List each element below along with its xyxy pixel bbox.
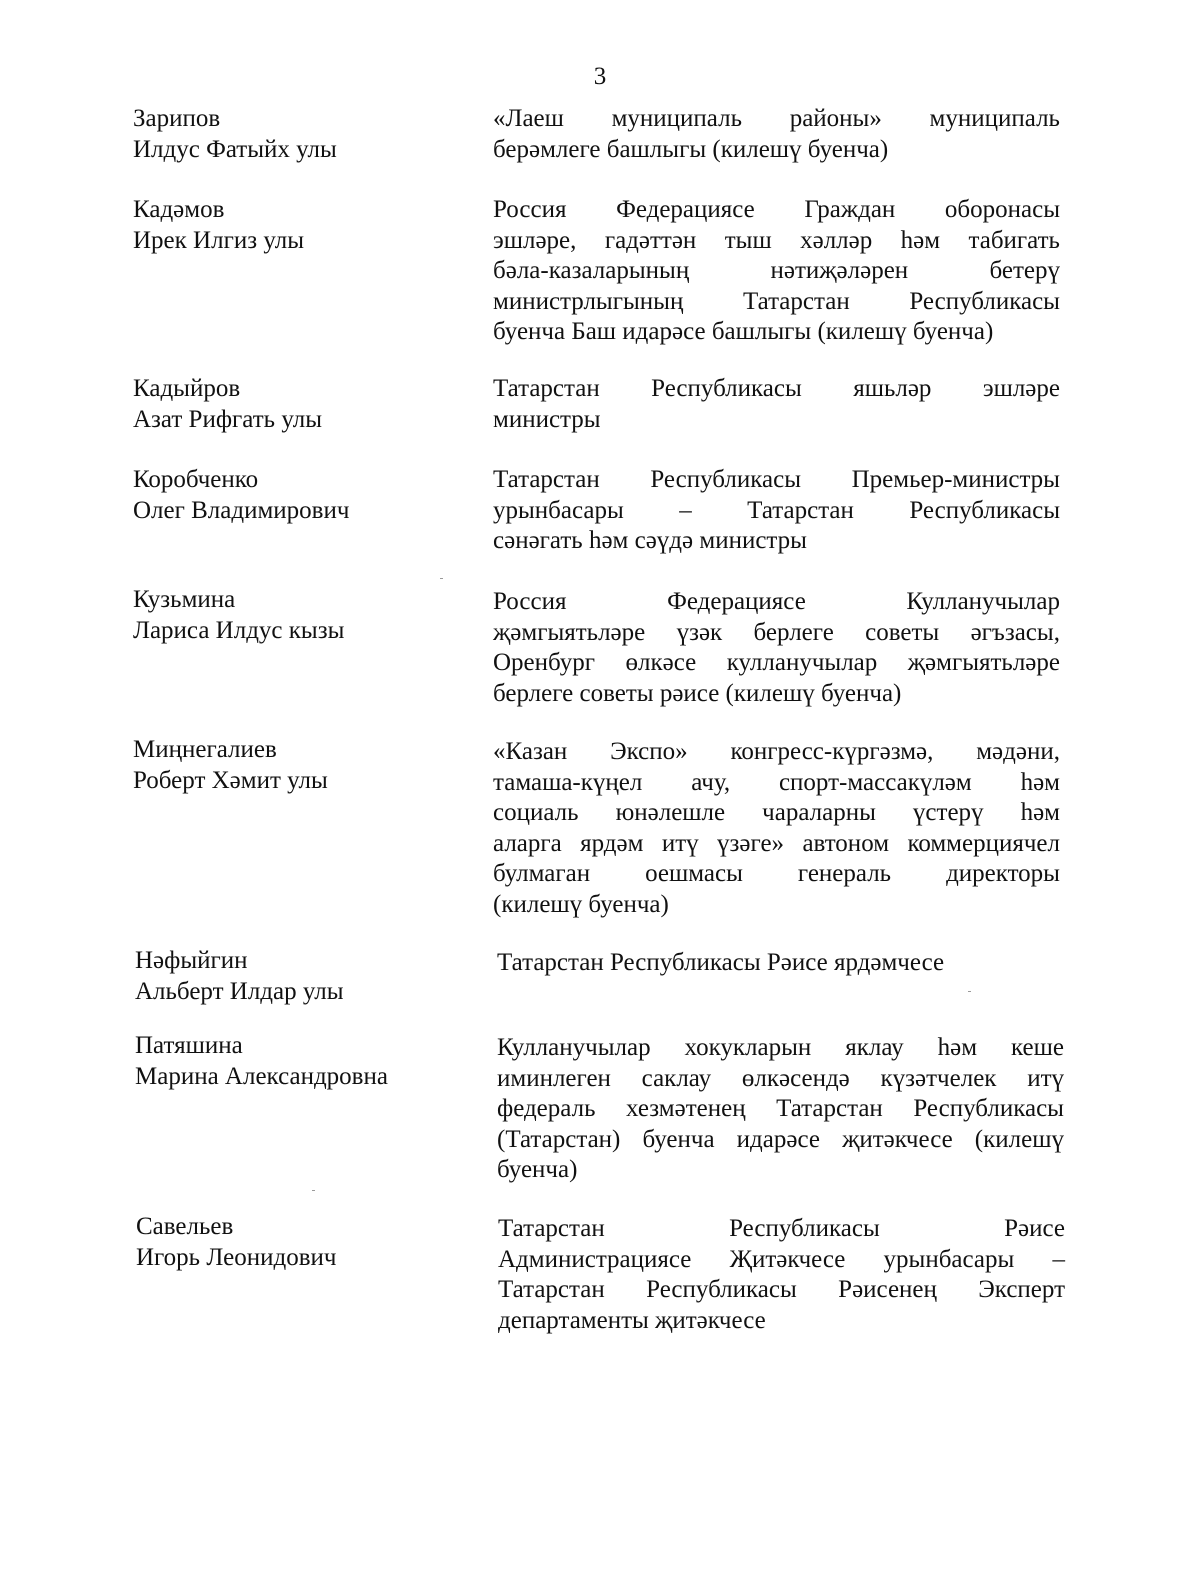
role-word: өлкәсендә [741, 1064, 850, 1092]
role-word: автоном [802, 829, 890, 857]
role-word: Кулланучылар [906, 588, 1060, 615]
member-role [493, 465, 1060, 557]
role-word: хәлләр [800, 226, 873, 254]
role-word: спорт-массакүләм [778, 768, 972, 796]
member-name [133, 104, 463, 165]
role-word: Татарстан [498, 1276, 605, 1303]
role-word: иминлеген [497, 1064, 611, 1092]
member-name [133, 735, 463, 796]
member-surname: Кузьмина [133, 586, 236, 613]
role-line [493, 587, 1060, 618]
role-line [497, 1094, 1064, 1125]
member-given-name: Роберт Хәмит улы [133, 766, 328, 794]
role-word: кулланучылар [726, 649, 878, 676]
page-number: 3 [593, 63, 607, 90]
role-line [493, 737, 1060, 768]
role-word: саклау [641, 1064, 712, 1092]
role-word: күзәтчелек [880, 1064, 997, 1092]
member-role [493, 374, 1060, 435]
role-word: үзәге» [717, 829, 785, 857]
role-word: җәмгыятьләре [907, 649, 1060, 676]
role-word: Республикасы [729, 1215, 880, 1242]
role-word: юнәлешле [615, 799, 726, 826]
member-given-name: Илдус Фатыйх улы [133, 135, 337, 163]
member-surname: Кадәмов [133, 196, 225, 223]
role-word: конгресс-күргәзмә, [730, 738, 934, 765]
role-word: табигать [968, 226, 1060, 254]
role-word: ачу, [691, 768, 731, 796]
role-word: өлкәсе [625, 649, 697, 676]
role-word: һәм [900, 226, 941, 254]
role-word: Татарстан [776, 1095, 883, 1122]
role-line [493, 829, 1060, 860]
role-word: Татарстан [493, 466, 600, 493]
role-word: Татарстан [747, 496, 854, 524]
role-word: җәмгыятьләре [493, 618, 646, 646]
member-name [135, 1031, 465, 1092]
member-given-name: Азат Рифгать улы [133, 405, 322, 433]
role-word: урынбасары [493, 496, 624, 524]
role-word: һәм [1020, 799, 1060, 826]
role-word: Җитәкчесе [729, 1245, 846, 1273]
role-word: Республикасы [913, 1095, 1064, 1122]
role-word: Премьер-министры [851, 466, 1060, 493]
role-line [498, 1214, 1065, 1245]
role-word: бетерү [989, 257, 1060, 284]
role-line [493, 648, 1060, 679]
role-line [493, 374, 1060, 405]
role-word: гадәттән [604, 226, 697, 254]
role-line [497, 1125, 1064, 1156]
role-word: Республикасы [646, 1276, 797, 1303]
role-word: социаль [493, 799, 579, 826]
role-word: булмаган [493, 860, 591, 887]
role-word: җитәкчесе [842, 1125, 953, 1153]
role-word: министрлыгының [493, 287, 684, 315]
role-word: Россия [493, 196, 567, 223]
role-word: тамаша-күңел [493, 768, 643, 796]
role-word: итү [1027, 1064, 1064, 1092]
role-word: берлеге [753, 618, 834, 646]
role-word: Эксперт [978, 1276, 1065, 1303]
role-word: мәдәни, [976, 738, 1060, 765]
role-line [493, 195, 1060, 226]
role-word: хезмәтенең [625, 1095, 746, 1122]
role-word: Администрациясе [498, 1245, 692, 1273]
member-surname: Патяшина [135, 1032, 243, 1059]
role-word: эшләре, [493, 226, 577, 254]
role-word: Россия [493, 588, 567, 615]
role-line [498, 1245, 1065, 1276]
role-word: федераль [497, 1095, 596, 1122]
role-word: – [1052, 1245, 1065, 1273]
role-line [497, 1064, 1064, 1095]
role-line: (килешү буенча) [493, 890, 669, 918]
member-role [497, 948, 1064, 979]
role-line [497, 1033, 1064, 1064]
member-name [133, 585, 463, 646]
role-word: – [679, 496, 692, 524]
role-word: буенча [642, 1125, 715, 1153]
role-line [493, 768, 1060, 799]
member-surname: Зарипов [133, 105, 221, 132]
member-given-name: Альберт Илдар улы [135, 977, 344, 1005]
role-line [493, 256, 1060, 287]
role-word: урынбасары [883, 1245, 1015, 1273]
role-word: хокукларын [684, 1034, 812, 1061]
role-line: департаменты җитәкчесе [498, 1306, 766, 1334]
role-line: буенча Баш идарәсе башлыгы (килешү буенча) [493, 318, 994, 345]
role-word: советы [865, 618, 940, 646]
member-surname: Кадыйров [133, 375, 241, 402]
member-given-name: Игорь Леонидович [136, 1243, 337, 1271]
role-word: Республикасы [909, 496, 1060, 524]
role-word: әгъзасы, [970, 618, 1060, 646]
role-line: министры [493, 405, 601, 433]
role-word: аларга [493, 829, 562, 857]
member-given-name: Олег Владимирович [133, 496, 350, 524]
role-line [493, 287, 1060, 318]
role-line [493, 798, 1060, 829]
role-word: муниципаль [611, 105, 743, 132]
role-word: Татарстан [493, 375, 600, 402]
member-name [135, 946, 465, 1007]
role-word: яшьләр [853, 375, 932, 402]
role-line: берәмлеге башлыгы (килешү буенча) [493, 135, 889, 163]
role-word: Республикасы [651, 375, 802, 402]
member-role [493, 195, 1060, 348]
member-given-name: Ирек Илгиз улы [133, 226, 305, 254]
role-word: Федерациясе [616, 196, 755, 223]
role-word: директоры [946, 860, 1060, 887]
member-surname: Савельев [136, 1213, 234, 1240]
role-word: нәтиҗәләрен [770, 257, 909, 284]
role-word: яклау [845, 1034, 904, 1061]
role-word: чараларны [762, 799, 876, 826]
member-name [136, 1212, 466, 1273]
role-word: оешмасы [645, 860, 743, 887]
role-line [493, 496, 1060, 527]
member-role [493, 104, 1060, 165]
role-word: һәм [1020, 768, 1060, 796]
member-name [133, 465, 463, 526]
role-word: Республикасы [650, 466, 801, 493]
role-word: идарәсе [736, 1125, 820, 1153]
member-role [498, 1214, 1065, 1336]
role-word: коммерциячел [907, 829, 1060, 857]
scan-speck [440, 578, 443, 579]
member-given-name: Марина Александровна [135, 1062, 388, 1090]
role-word: (килешү [974, 1125, 1064, 1153]
role-word: Татарстан [742, 287, 850, 315]
role-word: Граждан [804, 196, 896, 223]
member-surname: Нәфыйгин [135, 947, 248, 974]
role-word: Рәисенең [838, 1276, 937, 1303]
role-word: «Казан [493, 738, 568, 765]
role-line [493, 465, 1060, 496]
role-word: үзәк [676, 618, 723, 646]
scan-speck [312, 1190, 315, 1191]
role-word: итү [661, 829, 699, 857]
role-word: «Лаеш [493, 105, 564, 132]
role-line [493, 104, 1060, 135]
role-word: кеше [1011, 1034, 1064, 1061]
role-word: генераль [797, 860, 892, 887]
role-line: буенча) [497, 1156, 578, 1183]
member-given-name: Лариса Илдус кызы [133, 616, 345, 644]
role-line: берлеге советы рәисе (килешү буенча) [493, 679, 902, 707]
role-word: ярдәм [580, 829, 644, 857]
role-word: Федерациясе [667, 588, 806, 615]
role-word: районы» [789, 105, 882, 132]
member-surname: Миңнегалиев [133, 736, 277, 763]
role-word: тыш [724, 226, 772, 254]
role-line [493, 226, 1060, 257]
role-word: эшләре [982, 375, 1060, 402]
member-role [497, 1033, 1064, 1186]
role-line: Татарстан Республикасы Рәисе ярдәмчесе [497, 949, 945, 976]
role-word: Республикасы [909, 287, 1060, 315]
member-name [133, 195, 463, 256]
role-word: Татарстан [498, 1215, 605, 1242]
role-word: һәм [937, 1034, 978, 1061]
member-name [133, 374, 463, 435]
role-line [498, 1275, 1065, 1306]
member-surname: Коробченко [133, 466, 259, 493]
role-word: Экспо» [610, 738, 688, 765]
role-word: Рәисе [1004, 1215, 1065, 1242]
member-role [493, 587, 1060, 709]
role-word: Кулланучылар [497, 1034, 651, 1061]
member-role [493, 737, 1060, 920]
role-word: оборонасы [944, 196, 1060, 223]
role-line [493, 618, 1060, 649]
role-word: бәла-казаларының [493, 257, 690, 284]
role-word: (Татарстан) [497, 1125, 621, 1153]
role-line: сәнәгать һәм сәүдә министры [493, 527, 807, 554]
role-word: Оренбург [493, 649, 596, 676]
role-word: муниципаль [929, 105, 1060, 132]
scan-speck [968, 991, 971, 992]
role-line [493, 859, 1060, 890]
role-word: үстерү [912, 799, 984, 826]
